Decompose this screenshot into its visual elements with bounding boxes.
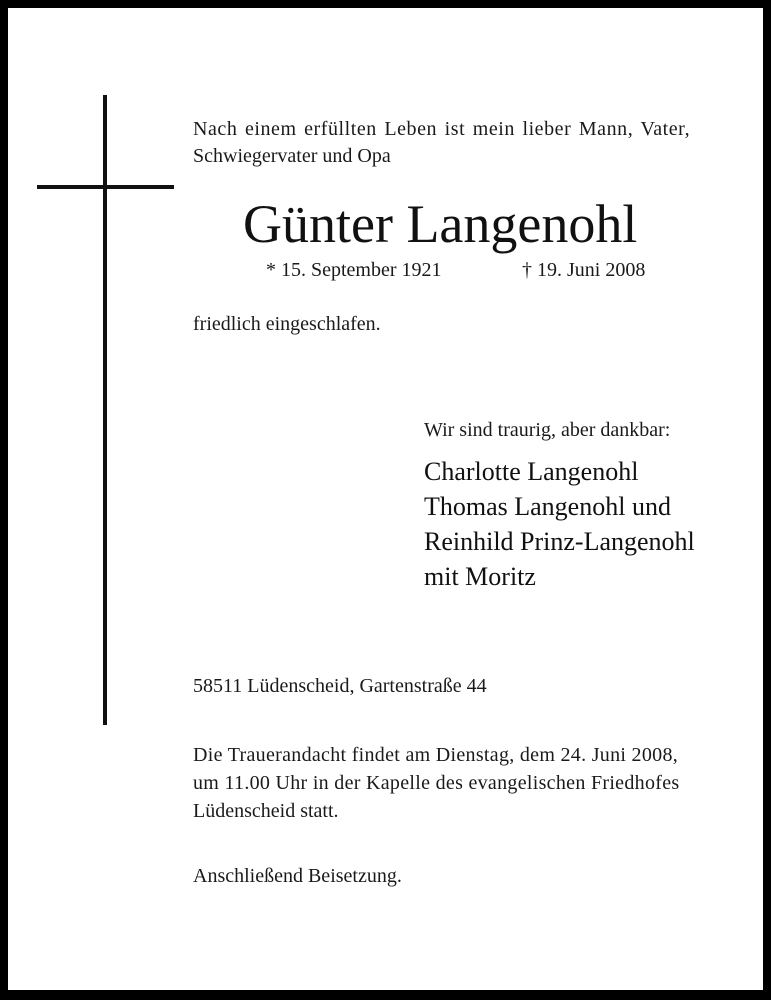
mourner-name: Thomas Langenohl und (424, 492, 671, 521)
intro-line-2: Schwiegervater und Opa (193, 145, 391, 167)
cross-vertical-bar (103, 95, 107, 725)
service-line-1: Die Trauerandacht findet am Dienstag, dem 24. Juni 2008, (193, 744, 679, 766)
deceased-name: Günter Langenohl (243, 194, 638, 254)
obituary-notice (8, 8, 763, 990)
mourner-name: Reinhild Prinz-Langenohl (424, 527, 695, 556)
cross-horizontal-bar (37, 185, 174, 189)
intro-line-1: Nach einem erfüllten Leben ist mein lieber Mann, Vater, (193, 118, 691, 140)
passed-text: friedlich eingeschlafen. (193, 313, 381, 335)
mourner-name: mit Moritz (424, 562, 536, 591)
birth-date: * 15. September 1921 (266, 259, 442, 281)
death-date: † 19. Juni 2008 (522, 259, 646, 281)
address: 58511 Lüdenscheid, Gartenstraße 44 (193, 675, 487, 697)
service-line-3: Lüdenscheid statt. (193, 800, 339, 822)
mourner-name: Charlotte Langenohl (424, 457, 639, 486)
mourners-intro: Wir sind traurig, aber dankbar: (424, 419, 671, 441)
service-line-2: um 11.00 Uhr in der Kapelle des evangelischen Friedhofes (193, 772, 680, 794)
burial-text: Anschließend Beisetzung. (193, 865, 402, 887)
